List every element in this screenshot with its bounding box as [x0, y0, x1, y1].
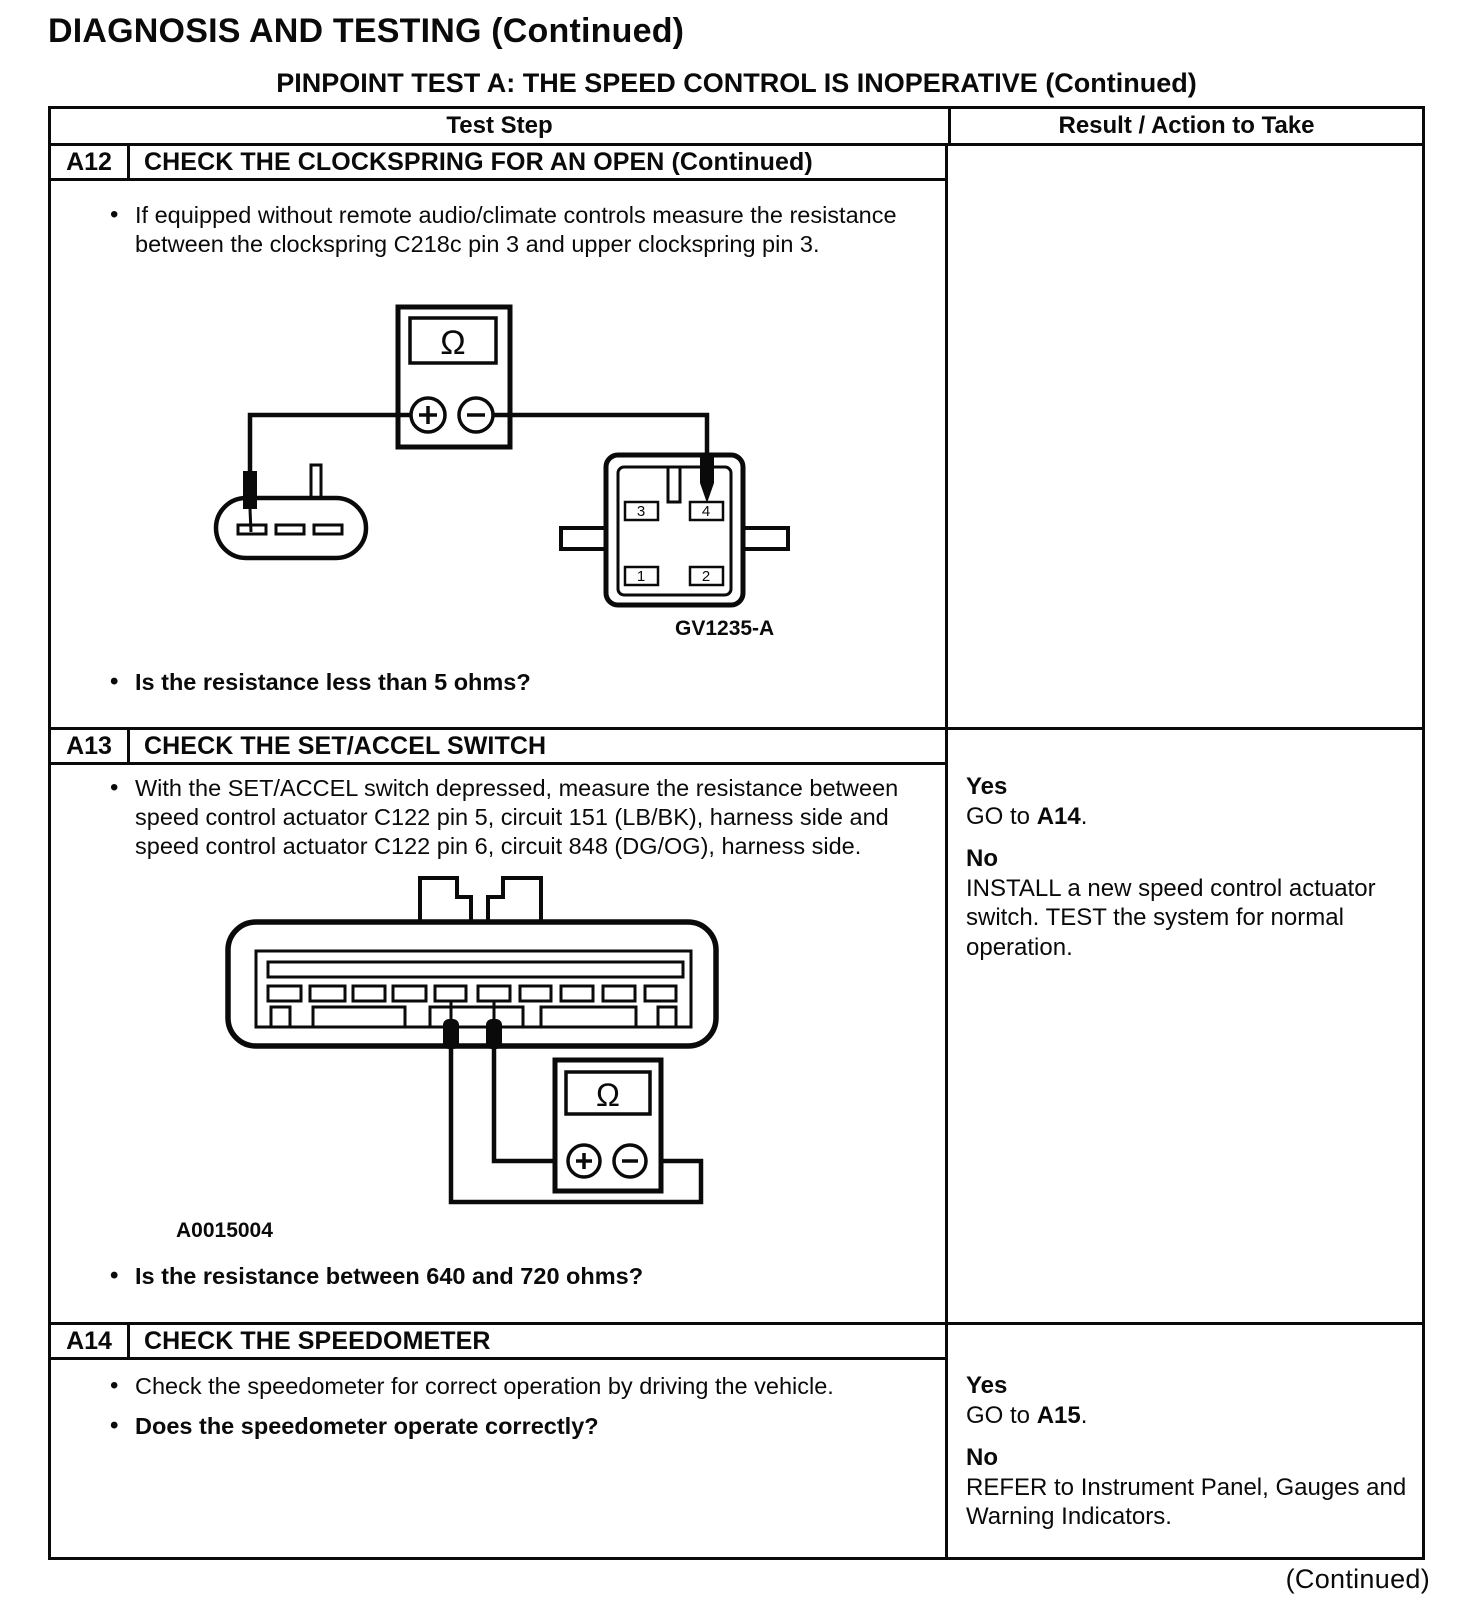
result-yes-label: Yes [966, 1372, 1008, 1399]
result-no-label: No [966, 1444, 998, 1471]
step-title-a13: CHECK THE SET/ACCEL SWITCH [144, 731, 547, 760]
step-header-a14 [51, 1325, 945, 1360]
pin-2-label: 2 [701, 568, 711, 585]
c122-connector [228, 878, 716, 1046]
ohm-symbol: Ω [440, 324, 466, 362]
test-step-cell-a12 [51, 146, 948, 727]
result-yes-action: GO to A14. [966, 802, 1088, 830]
ohm-symbol: Ω [596, 1077, 620, 1113]
step-instruction-a12: • If equipped without remote audio/climate controls measure the resistance between the clockspring C218c pin 3 and upper clockspring pin 3. [108, 201, 898, 259]
step-question-a12: • Is the resistance less than 5 ohms? [108, 668, 945, 697]
table-row-a13 [51, 730, 1422, 1325]
column-header-result: Result / Action to Take [948, 109, 1422, 143]
step-question-a13: • Is the resistance between 640 and 720 ohms? [108, 1262, 945, 1291]
result-no-action: INSTALL a new speed control actuator switch. TEST the system for normal operation. [966, 874, 1376, 961]
result-cell-a13 [948, 730, 1422, 1322]
plus-terminal-icon [576, 1153, 592, 1169]
step-title-a14: CHECK THE SPEEDOMETER [144, 1326, 491, 1355]
go-to-step-ref: A14 [1036, 802, 1081, 830]
step-header-a12 [51, 146, 945, 181]
plus-terminal-icon [419, 406, 437, 424]
pin-4-label: 4 [701, 503, 711, 520]
four-pin-connector [561, 455, 788, 605]
result-cell-a14 [948, 1325, 1422, 1557]
step-body-a14 [51, 1372, 945, 1441]
step-body-a12 [51, 201, 945, 697]
figure-clockspring-test [163, 285, 813, 650]
table-row-a14 [51, 1325, 1422, 1557]
result-yes-label: Yes [966, 773, 1008, 800]
result-no-label: No [966, 845, 998, 872]
result-cell-a12 [948, 146, 1422, 727]
test-lead-left [243, 415, 411, 532]
table-row-a12 [51, 146, 1422, 730]
result-yes-action: GO to A15. [966, 1401, 1088, 1429]
ohmmeter [555, 1060, 661, 1191]
figure-id-label: A0015004 [176, 1219, 273, 1242]
go-to-step-ref: A15 [1036, 1401, 1081, 1429]
page-title: DIAGNOSIS AND TESTING (Continued) [48, 12, 685, 50]
page-continued-note: (Continued) [1285, 1564, 1430, 1594]
step-question-a14: • Does the speedometer operate correctly? [108, 1412, 945, 1441]
probe-pin-6 [486, 1001, 555, 1161]
pinpoint-test-table [48, 106, 1425, 1560]
ohmmeter [398, 307, 510, 447]
step-id-a13: A13 [51, 730, 130, 762]
step-instruction-a14: • Check the speedometer for correct operation by driving the vehicle. [108, 1372, 848, 1401]
step-id-a14: A14 [51, 1325, 130, 1357]
column-header-test-step: Test Step [446, 112, 553, 139]
step-instruction-a13: • With the SET/ACCEL switch depressed, measure the resistance between speed control actuator C122 pin 5, circuit 151 (LB/BK), harness side and speed control actuator C122 pin 6, circuit 848 (DG/OG), harness side. [108, 774, 908, 861]
step-header-a13 [51, 730, 945, 765]
pin-3-label: 3 [636, 503, 646, 520]
clockspring-connector [216, 465, 366, 558]
step-title-a12: CHECK THE CLOCKSPRING FOR AN OPEN (Continued) [144, 147, 813, 176]
table-header-row [51, 109, 1422, 146]
step-id-a12: A12 [51, 146, 130, 178]
step-body-a13 [51, 774, 945, 1291]
test-step-cell-a13 [51, 730, 948, 1322]
result-no-action: REFER to Instrument Panel, Gauges and Warning Indicators. [966, 1473, 1407, 1530]
pinpoint-test-title: PINPOINT TEST A: THE SPEED CONTROL IS INOPERATIVE (Continued) [276, 68, 1197, 98]
figure-id-label: GV1235-A [675, 617, 775, 640]
figure-set-accel-switch-test [153, 849, 733, 1244]
pin-1-label: 1 [636, 568, 646, 585]
test-step-cell-a14 [51, 1325, 948, 1557]
